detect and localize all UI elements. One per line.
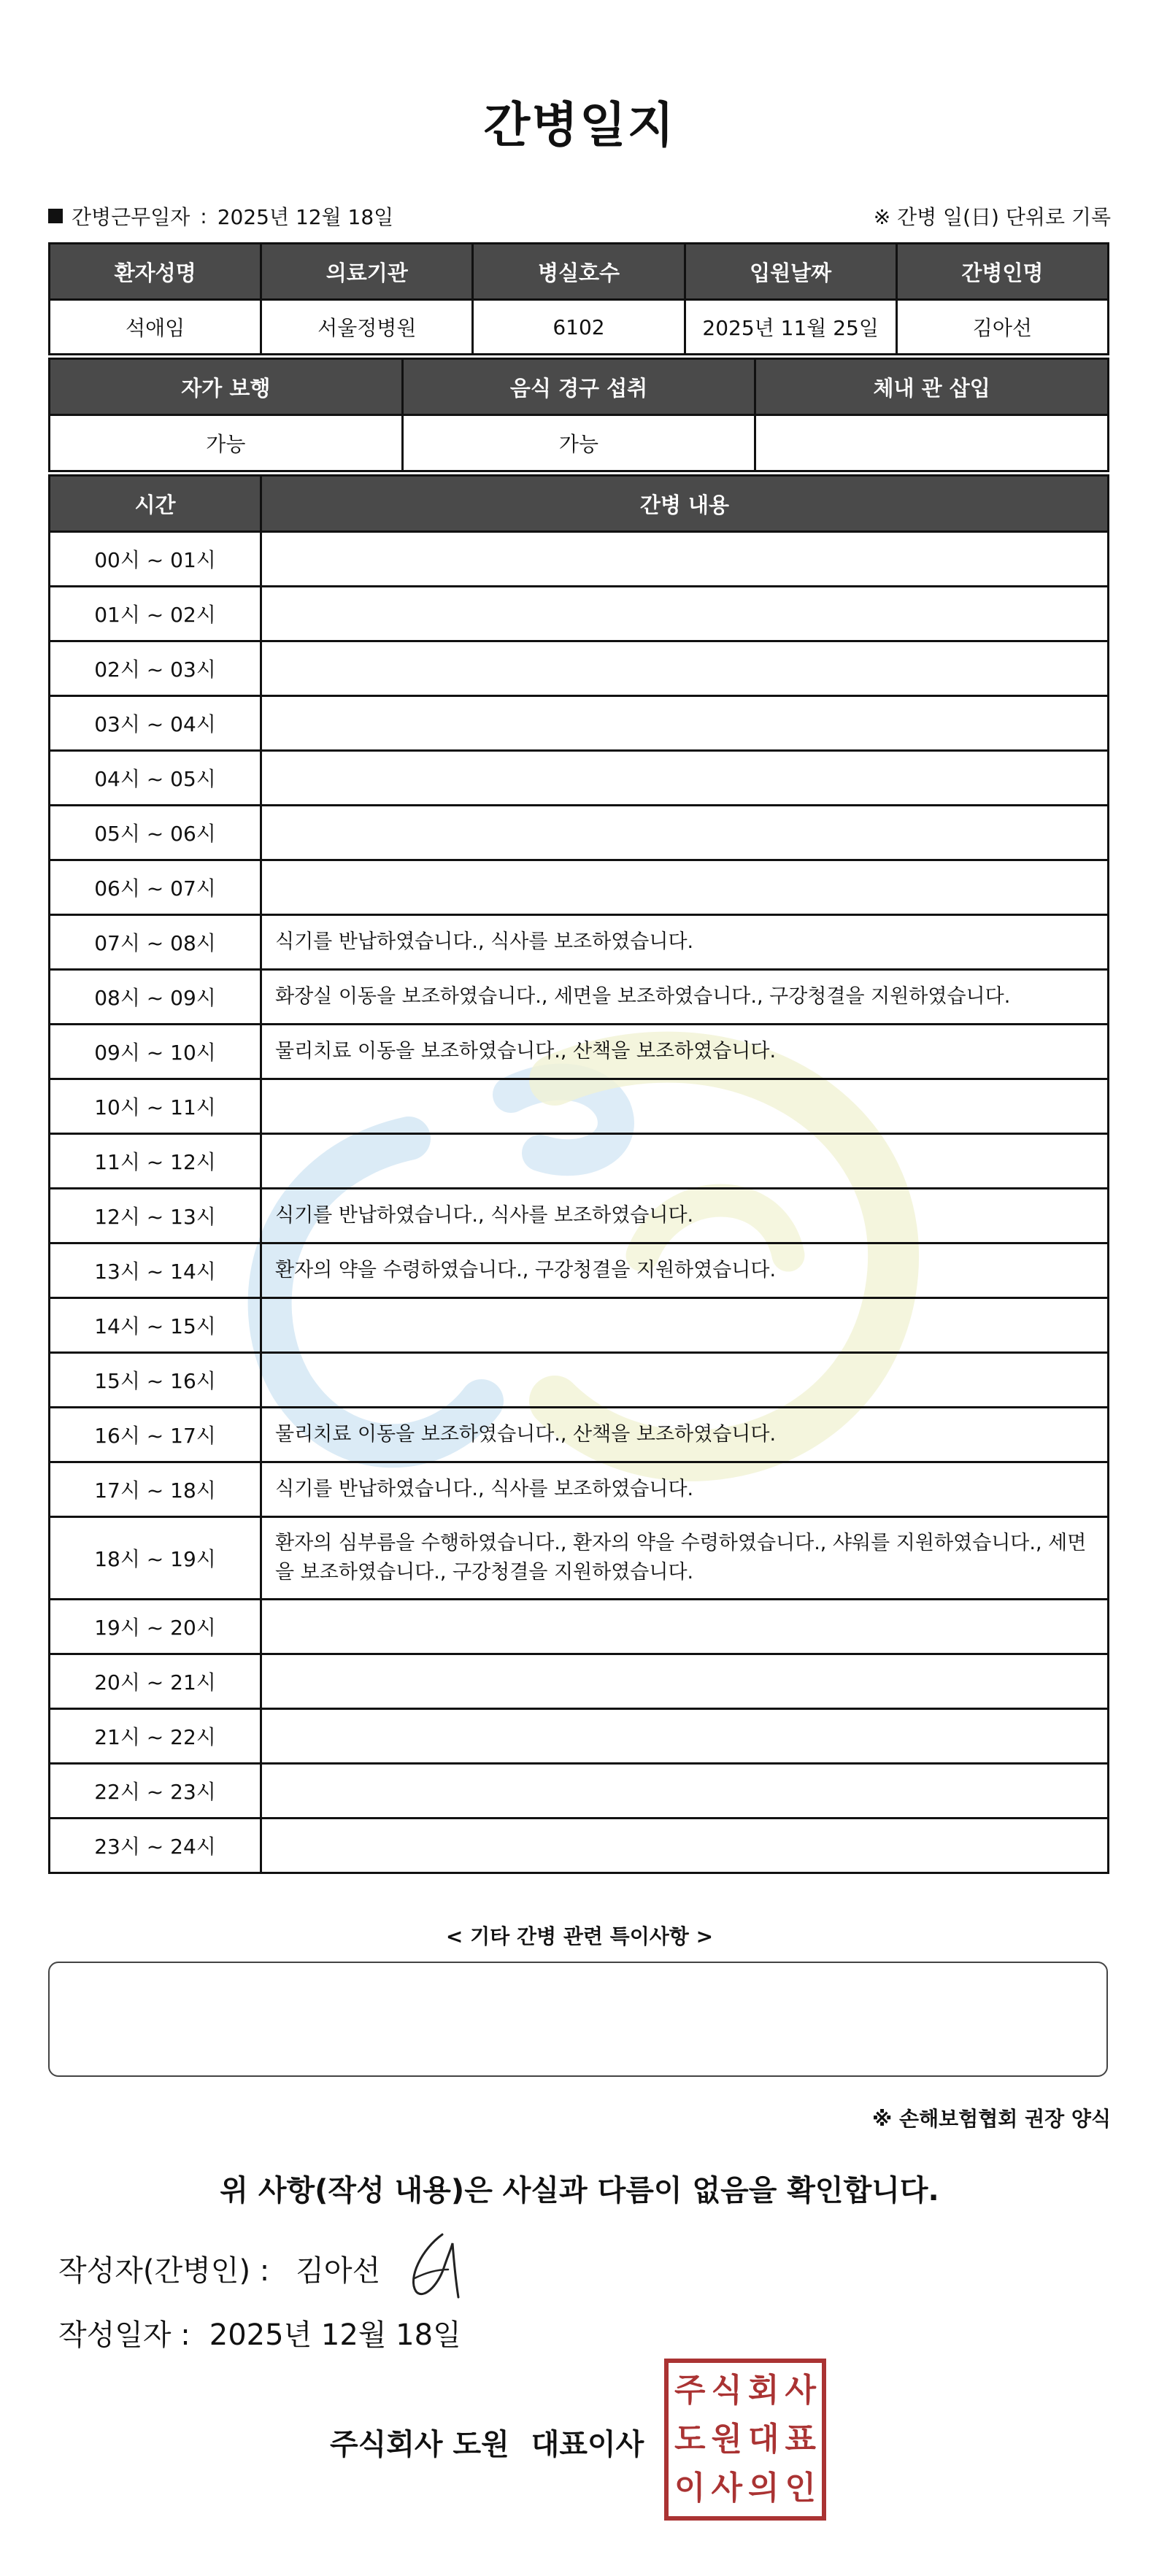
patient-info-value-row (50, 300, 1109, 355)
writer-name: 김아선 (296, 2254, 381, 2288)
log-row (50, 1025, 1109, 1079)
confirmation-statement: 위 사항(작성 내용)은 사실과 다름이 없음을 확인합니다. (220, 2174, 939, 2207)
oral-intake-header: 음식 경구 섭취 (402, 359, 755, 415)
work-date-separator: : (200, 204, 207, 228)
written-date-label: 작성일자 : (58, 2318, 190, 2352)
log-time-cell: 13시 ~ 14시 (50, 1243, 261, 1298)
log-content-cell (261, 806, 1109, 860)
stamp-char: 사 (785, 2371, 816, 2409)
patient-info-table (48, 242, 1109, 355)
log-content-cell: 식기를 반납하였습니다., 식사를 보조하였습니다. (261, 1189, 1109, 1243)
log-time-cell: 12시 ~ 13시 (50, 1189, 261, 1243)
log-row (50, 1462, 1109, 1517)
log-content-cell (261, 1764, 1109, 1819)
oral-intake-value: 가능 (402, 415, 755, 471)
hospital-value: 서울정병원 (261, 300, 473, 355)
admission-date-value: 2025년 11월 25일 (685, 300, 896, 355)
stamp-char: 의 (747, 2469, 779, 2507)
work-date-value: 2025년 12월 18일 (217, 205, 394, 229)
log-content-cell (261, 751, 1109, 806)
log-row (50, 806, 1109, 860)
log-time-cell: 05시 ~ 06시 (50, 806, 261, 860)
stamp-char: 대 (747, 2420, 779, 2458)
log-content-cell (261, 1654, 1109, 1709)
log-content-cell (261, 1600, 1109, 1654)
log-time-cell: 01시 ~ 02시 (50, 587, 261, 641)
log-row (50, 1408, 1109, 1462)
log-time-cell: 00시 ~ 01시 (50, 532, 261, 587)
log-row (50, 532, 1109, 587)
log-row (50, 1134, 1109, 1189)
stamp-char: 원 (711, 2420, 742, 2458)
log-time-cell: 23시 ~ 24시 (50, 1819, 261, 1873)
stamp-char: 식 (711, 2371, 742, 2409)
status-value-row (50, 415, 1109, 471)
log-time-cell: 10시 ~ 11시 (50, 1079, 261, 1134)
document-title: 간병일지 (483, 97, 676, 153)
log-row (50, 915, 1109, 970)
log-row (50, 970, 1109, 1025)
caregiver-header: 간병인명 (896, 244, 1108, 300)
log-content-cell: 환자의 약을 수령하였습니다., 구강청결을 지원하였습니다. (261, 1243, 1109, 1298)
log-row (50, 696, 1109, 751)
log-time-cell: 06시 ~ 07시 (50, 860, 261, 915)
log-content-cell (261, 860, 1109, 915)
log-row (50, 860, 1109, 915)
log-row (50, 1517, 1109, 1600)
work-date-line (48, 201, 393, 231)
log-row (50, 1819, 1109, 1873)
company-seal-stamp (664, 2359, 826, 2521)
notes-box (48, 1962, 1108, 2077)
log-content-cell (261, 532, 1109, 587)
written-date-line (58, 2312, 461, 2353)
log-time-cell: 22시 ~ 23시 (50, 1764, 261, 1819)
log-content-cell: 식기를 반납하였습니다., 식사를 보조하였습니다. (261, 1462, 1109, 1517)
hospital-header: 의료기관 (261, 244, 473, 300)
log-content-cell: 물리치료 이동을 보조하였습니다., 산책을 보조하였습니다. (261, 1025, 1109, 1079)
log-content-cell: 물리치료 이동을 보조하였습니다., 산책을 보조하였습니다. (261, 1408, 1109, 1462)
log-content-cell: 식기를 반납하였습니다., 식사를 보조하였습니다. (261, 915, 1109, 970)
walking-header: 자가 보행 (50, 359, 403, 415)
ceo-title: 대표이사 (531, 2428, 644, 2461)
log-time-cell: 15시 ~ 16시 (50, 1353, 261, 1408)
log-row (50, 1709, 1109, 1764)
log-content-cell (261, 1709, 1109, 1764)
square-bullet-icon (48, 209, 63, 223)
patient-status-table (48, 358, 1109, 472)
log-body (50, 532, 1109, 1873)
log-time-cell: 04시 ~ 05시 (50, 751, 261, 806)
log-row (50, 641, 1109, 696)
company-line (330, 2421, 644, 2463)
stamp-char: 회 (747, 2371, 779, 2409)
log-time-cell: 19시 ~ 20시 (50, 1600, 261, 1654)
log-time-cell: 08시 ~ 09시 (50, 970, 261, 1025)
log-content-cell (261, 587, 1109, 641)
log-content-cell (261, 1353, 1109, 1408)
stamp-char: 표 (785, 2420, 816, 2458)
stamp-char: 도 (674, 2420, 706, 2458)
stamp-char: 주 (674, 2371, 706, 2409)
patient-name-value: 석애임 (50, 300, 261, 355)
log-content-cell: 환자의 심부름을 수행하였습니다., 환자의 약을 수령하였습니다., 샤워를 지원하였습니다., 세면을 보조하였습니다., 구강청결을 지원하였습니다. (261, 1517, 1109, 1600)
log-row (50, 1764, 1109, 1819)
log-time-cell: 09시 ~ 10시 (50, 1025, 261, 1079)
log-row (50, 1298, 1109, 1353)
signature-image (400, 2227, 480, 2300)
log-header-row (50, 476, 1109, 532)
log-time-cell: 14시 ~ 15시 (50, 1298, 261, 1353)
log-time-cell: 20시 ~ 21시 (50, 1654, 261, 1709)
caregiver-value: 김아선 (896, 300, 1108, 355)
stamp-char: 사 (711, 2469, 742, 2507)
stamp-char: 이 (674, 2469, 706, 2507)
log-content-cell (261, 1298, 1109, 1353)
work-date-label: 간병근무일자 (72, 205, 190, 229)
log-content-cell (261, 1134, 1109, 1189)
log-content-cell (261, 1819, 1109, 1873)
log-row (50, 751, 1109, 806)
log-time-cell: 17시 ~ 18시 (50, 1462, 261, 1517)
written-date-value: 2025년 12월 18일 (209, 2318, 461, 2352)
log-time-cell: 18시 ~ 19시 (50, 1517, 261, 1600)
log-time-cell: 03시 ~ 04시 (50, 696, 261, 751)
care-content-header: 간병 내용 (261, 476, 1109, 532)
log-row (50, 1189, 1109, 1243)
log-row (50, 1600, 1109, 1654)
log-time-cell: 02시 ~ 03시 (50, 641, 261, 696)
log-content-cell (261, 696, 1109, 751)
log-time-cell: 16시 ~ 17시 (50, 1408, 261, 1462)
log-time-cell: 07시 ~ 08시 (50, 915, 261, 970)
company-name: 주식회사 도원 (330, 2428, 509, 2461)
log-row (50, 1353, 1109, 1408)
unit-note: ※ 간병 일(日) 단위로 기록 (873, 205, 1111, 229)
patient-info-header-row (50, 244, 1109, 300)
patient-name-header: 환자성명 (50, 244, 261, 300)
admission-date-header: 입원날짜 (685, 244, 896, 300)
status-header-row (50, 359, 1109, 415)
room-value: 6102 (473, 300, 685, 355)
log-time-cell: 11시 ~ 12시 (50, 1134, 261, 1189)
log-content-cell: 화장실 이동을 보조하였습니다., 세면을 보조하였습니다., 구강청결을 지원하였습니다. (261, 970, 1109, 1025)
log-time-cell: 21시 ~ 22시 (50, 1709, 261, 1764)
room-header: 병실호수 (473, 244, 685, 300)
walking-value: 가능 (50, 415, 403, 471)
log-row (50, 1654, 1109, 1709)
tube-insertion-header: 체내 관 삽입 (755, 359, 1109, 415)
association-note: ※ 손해보험협회 권장 양식 (872, 2107, 1111, 2131)
tube-insertion-value (755, 415, 1109, 471)
stamp-char: 인 (785, 2469, 816, 2507)
log-content-cell (261, 1079, 1109, 1134)
time-header: 시간 (50, 476, 261, 532)
log-content-cell (261, 641, 1109, 696)
log-row (50, 1079, 1109, 1134)
log-row (50, 1243, 1109, 1298)
writer-line (58, 2248, 380, 2289)
log-row (50, 587, 1109, 641)
writer-label: 작성자(간병인) : (58, 2254, 270, 2288)
notes-title: < 기타 간병 관련 특이사항 > (445, 1924, 714, 1948)
hourly-care-log-table (48, 474, 1109, 1874)
